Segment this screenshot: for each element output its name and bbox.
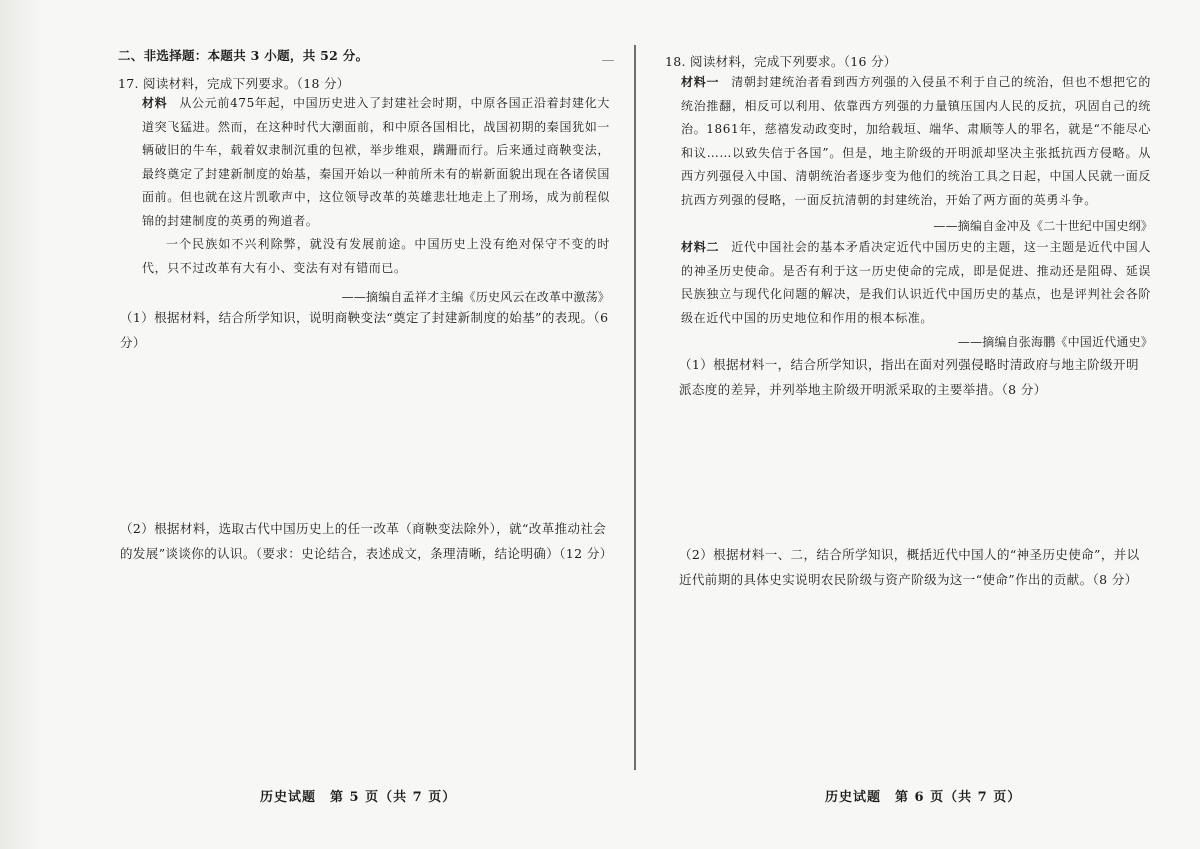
- material-1-text: 清朝封建统治者看到西方列强的入侵虽不利于自己的统治，但也不想把它的统治推翻，相反可以利用、依靠西方列强的力量镇压国内人民的反抗，巩固自己的统治。1861年，慈禧发动政变时，加给载垣、端华、肃顺等人的罪名，就是“不能尽心和议……以致失信于各国”。但是，地主阶级的开明派却坚决主张抵抗西方侵略。从西方列强侵入中国、清朝统治者逐步变为他们的统治工具之日起，中国人民就一面反抗西方列强的侵略，一面反抗清朝的封建统治，开始了两方面的英勇斗争。: [681, 75, 1151, 207]
- question-18-material-1: [681, 71, 1151, 212]
- page-divider: [634, 45, 636, 770]
- question-18-sub-2: （2）根据材料一、二，结合所学知识，概括近代中国人的“神圣历史使命”，并以近代前期的具体史实说明农民阶级与资产阶级为这一“使命”作出的贡献。（8 分）: [679, 547, 1140, 587]
- scan-mark: [602, 60, 614, 61]
- question-17-title: 17. 阅读材料，完成下列要求。（18 分）: [118, 76, 350, 91]
- question-17-material: [142, 92, 610, 233]
- question-17-source: ——摘编自孟祥才主编《历史风云在改革中激荡》: [341, 290, 610, 304]
- question-18-source-2: ——摘编自张海鹏《中国近代通史》: [957, 335, 1153, 349]
- section-heading: 二、非选择题：本题共 3 小题，共 52 分。: [118, 48, 369, 63]
- material-label: 材料: [142, 96, 168, 110]
- question-18-material-2: [681, 236, 1151, 330]
- question-18-sub-1: （1）根据材料一，结合所学知识，指出在面对列强侵略时清政府与地主阶级开明派态度的差异，并列举地主阶级开明派采取的主要举措。（8 分）: [679, 357, 1139, 397]
- question-18-source-1: ——摘编自金冲及《二十世纪中国史纲》: [933, 219, 1153, 233]
- page-footer-5: 历史试题 第 5 页（共 7 页）: [260, 790, 457, 805]
- material-1-label: 材料一: [681, 75, 720, 89]
- scan-edge-shadow: [0, 0, 42, 849]
- question-17-sub-2: （2）根据材料，选取古代中国历史上的任一改革（商鞅变法除外），就“改革推动社会的发展”谈谈你的认识。（要求：史论结合，表述成文，条理清晰，结论明确）（12 分）: [120, 521, 613, 561]
- question-17-material-paragraph-2: 一个民族如不兴利除弊，就没有发展前途。中国历史上没有绝对保守不变的时代，只不过改革有大有小、变法有对有错而已。: [142, 237, 610, 275]
- material-text: 从公元前475年起，中国历史进入了封建社会时期，中原各国正沿着封建化大道突飞猛进。然而，在这种时代大潮面前，和中原各国相比，战国初期的秦国犹如一辆破旧的牛车，载着奴隶制沉重的包袱，举步维艰，蹒跚而行。后来通过商鞅变法，最终奠定了封建新制度的始基，秦国开始以一种前所未有的崭新面貌出现在各诸侯国面前。但也就在这片凯歌声中，这位领导改革的英雄悲壮地走上了刑场，成为前程似锦的封建制度的英勇的殉道者。: [142, 96, 610, 228]
- material-2-label: 材料二: [681, 240, 720, 254]
- question-17-sub-1: （1）根据材料，结合所学知识，说明商鞅变法“奠定了封建新制度的始基”的表现。（6 分）: [120, 310, 609, 350]
- material-2-text: 近代中国社会的基本矛盾决定近代中国历史的主题，这一主题是近代中国人的神圣历史使命。是否有利于这一历史使命的完成，即是促进、推动还是阻碍、延误民族独立与现代化问题的解决，是我们认识近代中国历史的基点，也是评判社会各阶级在近代中国的历史地位和作用的根本标准。: [681, 240, 1151, 325]
- page-footer-6: 历史试题 第 6 页（共 7 页）: [825, 790, 1022, 805]
- question-18-title: 18. 阅读材料，完成下列要求。（16 分）: [665, 54, 897, 69]
